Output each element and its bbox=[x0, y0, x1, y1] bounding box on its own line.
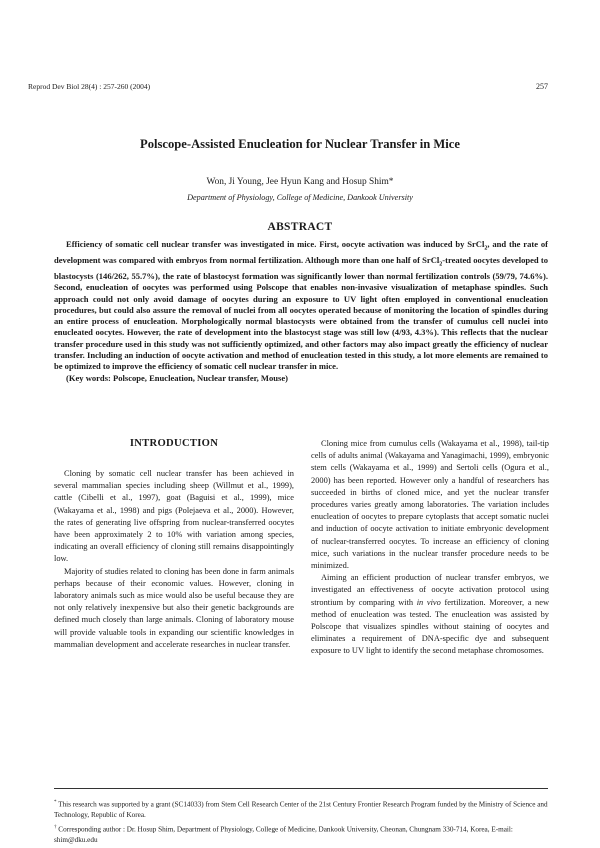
abstract-paragraph bbox=[54, 239, 548, 373]
page-number: 257 bbox=[536, 82, 548, 91]
running-header-journal: Reprod Dev Biol 28(4) : 257-260 (2004) bbox=[28, 82, 151, 91]
intro-paragraph: Majority of studies related to cloning has been done in farm animals perhaps because of their economic values. However, cloning in laboratory animals such as mice would also be useful because they are not only relatively inexpensive but also their genetic backgrounds are defined much closely than large animals. Cloning of laboratory mouse will provide valuable tools in expanding our scientific knowledges in mammalian development and accelerate researches in nuclear transfer. bbox=[54, 566, 294, 649]
footnote-divider bbox=[54, 788, 548, 789]
author-list: Won, Ji Young, Jee Hyun Kang and Hosup Shim* bbox=[206, 177, 394, 187]
footnote-text: This research was supported by a grant (SC14033) from Stem Cell Research Center of the 21st Century Frontier Research Program funded by the Ministry of Science and Technology, Republic of Korea. bbox=[54, 800, 548, 820]
affiliation: Department of Physiology, College of Medicine, Dankook University bbox=[187, 193, 413, 202]
keywords: (Key words: Polscope, Enucleation, Nuclear transfer, Mouse) bbox=[66, 372, 288, 383]
introduction-heading: INTRODUCTION bbox=[129, 438, 219, 449]
abstract-text-3: -treated oocytes developed to blastocysts (146/262, 55.7%), the rate of blastocyst formation was significantly lower than normal fertilization controls (59/79, 74.6%). Second, enucleation of oocytes was performed using Polscope that enables non-invasive visualization of metaphase spindles. Such approach could not only avoid damage of oocytes during an exposure to UV light often employed in conventional enucleation procedures, but could also assure the removal of nuclei from all oocytes operated because of monitoring the location of spindles during an entire process of enucleation. Morphologically normal blastocysts were obtained from the transfer of cumulus cell nuclei into enucleated oocytes. However, the rate of development into the blastocyst stage was still low (4/93, 4.3%). This reflects that the nuclear transfer procedure used in this study was not sufficiently optimized, and other factors may also impact greatly the efficiency of nuclear transfer. Including an induction of oocyte activation and method of enucleation tested in this study, a lot more elements are remained to be optimized to improve the efficiency of somatic cell nuclear transfer in mice. bbox=[54, 255, 549, 372]
paper-title: Polscope-Assisted Enucleation for Nuclear Transfer in Mice bbox=[140, 137, 460, 151]
intro-paragraph: Cloning mice from cumulus cells (Wakayama et al., 1998), tail-tip cells of adults animal (Wakayama and Yanagimachi, 1999), embryonic stem cells (Wakayama et al., 1999) and Sertoli cells (Ogura et al., 2000) has been reported. However only a handful of researchers has succeeded in births of cloned mice, and yet the nuclear transfer procedures varies greatly among laboratories. The variation includes enucleation of oocytes to prepare cytoplasts that accept somatic nuclei and induction of oocyte activation to initiate embryonic development of nuclear-transferred oocytes. To increase an efficiency of cloning mice, such variations in the nuclear transfer procedure needs to be minimized. bbox=[311, 439, 549, 571]
intro-paragraph bbox=[311, 572, 549, 657]
footnote-funding bbox=[54, 797, 548, 821]
left-column bbox=[54, 468, 294, 651]
abstract-text-2: , and the rate of development was compared with embryos from normal fertilization. Although more than one half of SrCl bbox=[54, 239, 548, 265]
footnote-corresponding bbox=[54, 822, 548, 846]
subscript-2: 2 bbox=[484, 245, 488, 252]
italic-term: in vivo bbox=[416, 597, 441, 607]
abstract-text-1: Efficiency of somatic cell nuclear transfer was investigated in mice. First, oocyte activation was induced by SrCl bbox=[66, 239, 485, 249]
footnote-text: Corresponding author : Dr. Hosup Shim, Department of Physiology, College of Medicine, Dankook University, Cheonan, Chungnam 330-714, Korea, E-mail: shim@dku.edu bbox=[54, 825, 513, 845]
intro-paragraph: Cloning by somatic cell nuclear transfer has been achieved in several mammalian species including sheep (Willmut et al., 1999), cattle (Cibelli et al., 1997), goat (Baguisi et al., 1999), mice (Wakayama et al., 1998) and pigs (Polejaeva et al., 2000). However, the rates of generating live offspring from nuclear-transferred oocytes have been approximately 2 to 10% with variation among species, indicating an overall efficiency of cloning still remains disappointingly low. bbox=[54, 469, 294, 564]
footnote-mark: * bbox=[54, 800, 57, 805]
intro-text: fertilization. Moreover, a new method of enucleation was tested. The enucleation was assisted by Polscope that visualizes spindles without staining of oocytes and eliminates a requirement of DNA-specific dye and subsequent exposure to UV light to identify the second metaphase chromosomes. bbox=[311, 597, 550, 656]
abstract-heading: ABSTRACT bbox=[267, 221, 333, 233]
subscript-2: 2 bbox=[439, 261, 443, 268]
abstract-body bbox=[54, 239, 548, 384]
right-column bbox=[311, 438, 549, 658]
footnote-mark: † bbox=[54, 825, 57, 830]
intro-text: Aiming an efficient production of nuclear transfer embryos, we investigated an effectiveness of oocyte activation protocol using strontium by comparing with bbox=[311, 573, 549, 607]
